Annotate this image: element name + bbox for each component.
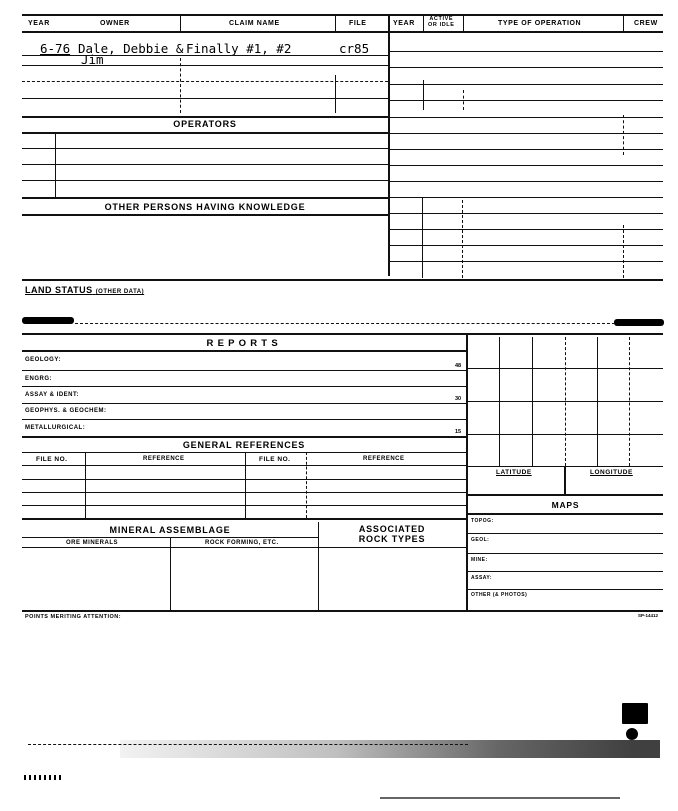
row-line: [22, 132, 388, 134]
longitude-label: LONGITUDE: [590, 469, 633, 476]
divider: [623, 225, 624, 278]
claim-name: Finally #1, #2: [186, 41, 292, 56]
row-line: [390, 67, 663, 68]
grid-line: [532, 337, 533, 466]
ref-header-file-no-1: FILE NO.: [36, 456, 68, 463]
row-line: [22, 279, 663, 281]
header-year: YEAR: [28, 20, 50, 27]
row-line: [22, 148, 388, 149]
header-file: FILE: [349, 20, 367, 27]
row-line: [22, 547, 466, 548]
row-line: [390, 84, 663, 85]
row-line: [22, 419, 466, 420]
ref-header-reference-1: REFERENCE: [143, 456, 185, 462]
claim-owner-continued: Jim: [81, 52, 104, 67]
row-line: [22, 518, 466, 520]
row-line: [22, 465, 466, 466]
divider: [180, 58, 181, 113]
report-geology-label: GEOLOGY:: [25, 357, 61, 363]
row-line: [22, 214, 388, 216]
report-metallurgical-label: METALLURGICAL:: [25, 425, 86, 431]
ink-smudge-right: [614, 319, 664, 326]
scan-noise-band: [120, 740, 660, 758]
row-line: [22, 333, 663, 335]
divider: [462, 200, 463, 278]
row-line: [22, 116, 388, 118]
divider: [335, 16, 336, 31]
claim-year: 6-76: [40, 41, 71, 56]
grid-line: [629, 337, 630, 466]
other-persons-title: OTHER PERSONS HAVING KNOWLEDGE: [104, 202, 306, 212]
row-line: [22, 98, 388, 99]
divider: [564, 466, 566, 494]
row-line: [468, 533, 663, 534]
map-other-label: OTHER (& PHOTOS): [471, 592, 528, 598]
row-line: [390, 51, 663, 52]
row-line: [468, 571, 663, 572]
land-status-sublabel: (OTHER DATA): [95, 289, 145, 295]
divider: [245, 452, 246, 518]
associated-rock-types-title: [318, 524, 466, 544]
scan-noise-text: [24, 775, 64, 780]
map-geol-label: GEOL:: [471, 537, 490, 543]
header-or-idle: OR IDLE: [428, 22, 455, 28]
report-assay-num: 30: [455, 396, 462, 402]
ore-minerals-header: ORE MINERALS: [66, 540, 119, 546]
divider: [335, 75, 336, 113]
row-line: [22, 492, 466, 493]
ink-smudge-left: [22, 317, 74, 324]
land-status-title: [25, 285, 144, 295]
maps-title: MAPS: [551, 500, 580, 510]
divider: [422, 198, 423, 278]
row-line: [22, 452, 466, 453]
scan-noise-line: [380, 797, 620, 799]
form-number: SP-14412: [638, 613, 659, 618]
mineral-assemblage-title: MINERAL ASSEMBLAGE: [109, 525, 231, 535]
header-active-or-idle: [428, 16, 455, 28]
latitude-label: LATITUDE: [496, 469, 532, 476]
row-line: [390, 165, 663, 166]
report-geology-num: 48: [455, 363, 462, 369]
row-line: [22, 436, 466, 438]
row-line: [22, 505, 466, 506]
scan-line: [28, 744, 468, 745]
row-line: [390, 181, 663, 182]
divider: [306, 452, 307, 518]
divider: [388, 16, 390, 276]
row-line: [75, 323, 615, 324]
row-line: [22, 350, 466, 352]
row-line: [468, 553, 663, 554]
report-metallurgical-num: 15: [455, 429, 462, 435]
header-type-of-operation: TYPE OF OPERATION: [498, 20, 582, 27]
row-line: [22, 479, 466, 480]
row-line: [22, 197, 388, 199]
associated-label: ASSOCIATED: [358, 524, 426, 534]
header-underline: [22, 31, 663, 33]
header-active: ACTIVE: [429, 16, 454, 22]
divider: [423, 80, 424, 110]
header-claim-name: CLAIM NAME: [229, 20, 280, 27]
rock-types-label: ROCK TYPES: [358, 534, 426, 544]
row-line: [468, 513, 663, 515]
grid-line: [499, 337, 500, 466]
land-status-label: LAND STATUS: [25, 285, 93, 295]
divider: [170, 537, 171, 610]
row-line: [468, 494, 663, 496]
header-op-year: YEAR: [393, 20, 415, 27]
report-assay-label: ASSAY & IDENT:: [25, 392, 80, 398]
divider: [423, 16, 424, 31]
divider: [623, 115, 624, 155]
divider: [463, 90, 464, 110]
map-topog-label: TOPOG:: [471, 518, 494, 524]
row-line: [22, 81, 388, 82]
header-crew: CREW: [634, 20, 658, 27]
map-mine-label: MINE:: [471, 557, 488, 563]
divider: [623, 16, 624, 31]
row-line: [22, 55, 388, 56]
row-line: [390, 213, 663, 214]
registration-mark-dot: [626, 728, 638, 740]
reports-title: R E P O R T S: [206, 338, 279, 349]
grid-line: [597, 337, 598, 466]
map-assay-label: ASSAY:: [471, 575, 493, 581]
divider: [55, 134, 56, 197]
row-line: [22, 386, 466, 387]
ref-header-reference-2: REFERENCE: [363, 456, 405, 462]
ref-header-file-no-2: FILE NO.: [259, 456, 291, 463]
points-meriting-attention-label: POINTS MERITING ATTENTION:: [25, 614, 122, 620]
claim-file: cr85: [339, 41, 370, 56]
row-line: [22, 370, 466, 371]
row-line: [390, 100, 663, 101]
grid-line: [565, 337, 566, 466]
registration-mark-square: [622, 703, 648, 724]
row-line: [22, 65, 388, 66]
report-engrg-label: ENGRG:: [25, 376, 52, 382]
row-line: [22, 180, 388, 181]
divider: [466, 335, 468, 610]
divider: [180, 16, 181, 31]
divider: [85, 452, 86, 518]
row-line: [22, 403, 466, 404]
rock-forming-header: ROCK FORMING, ETC.: [205, 540, 279, 546]
report-geophys-label: GEOPHYS. & GEOCHEM:: [25, 408, 107, 414]
row-line: [22, 164, 388, 165]
row-line: [468, 589, 663, 590]
operators-title: OPERATORS: [173, 119, 237, 129]
header-owner: OWNER: [100, 20, 130, 27]
top-border: [22, 14, 663, 16]
general-references-title: GENERAL REFERENCES: [182, 440, 306, 450]
row-line: [22, 610, 663, 612]
claim-owner: Dale, Debbie &: [78, 41, 184, 56]
divider: [463, 16, 464, 31]
row-line: [390, 197, 663, 198]
